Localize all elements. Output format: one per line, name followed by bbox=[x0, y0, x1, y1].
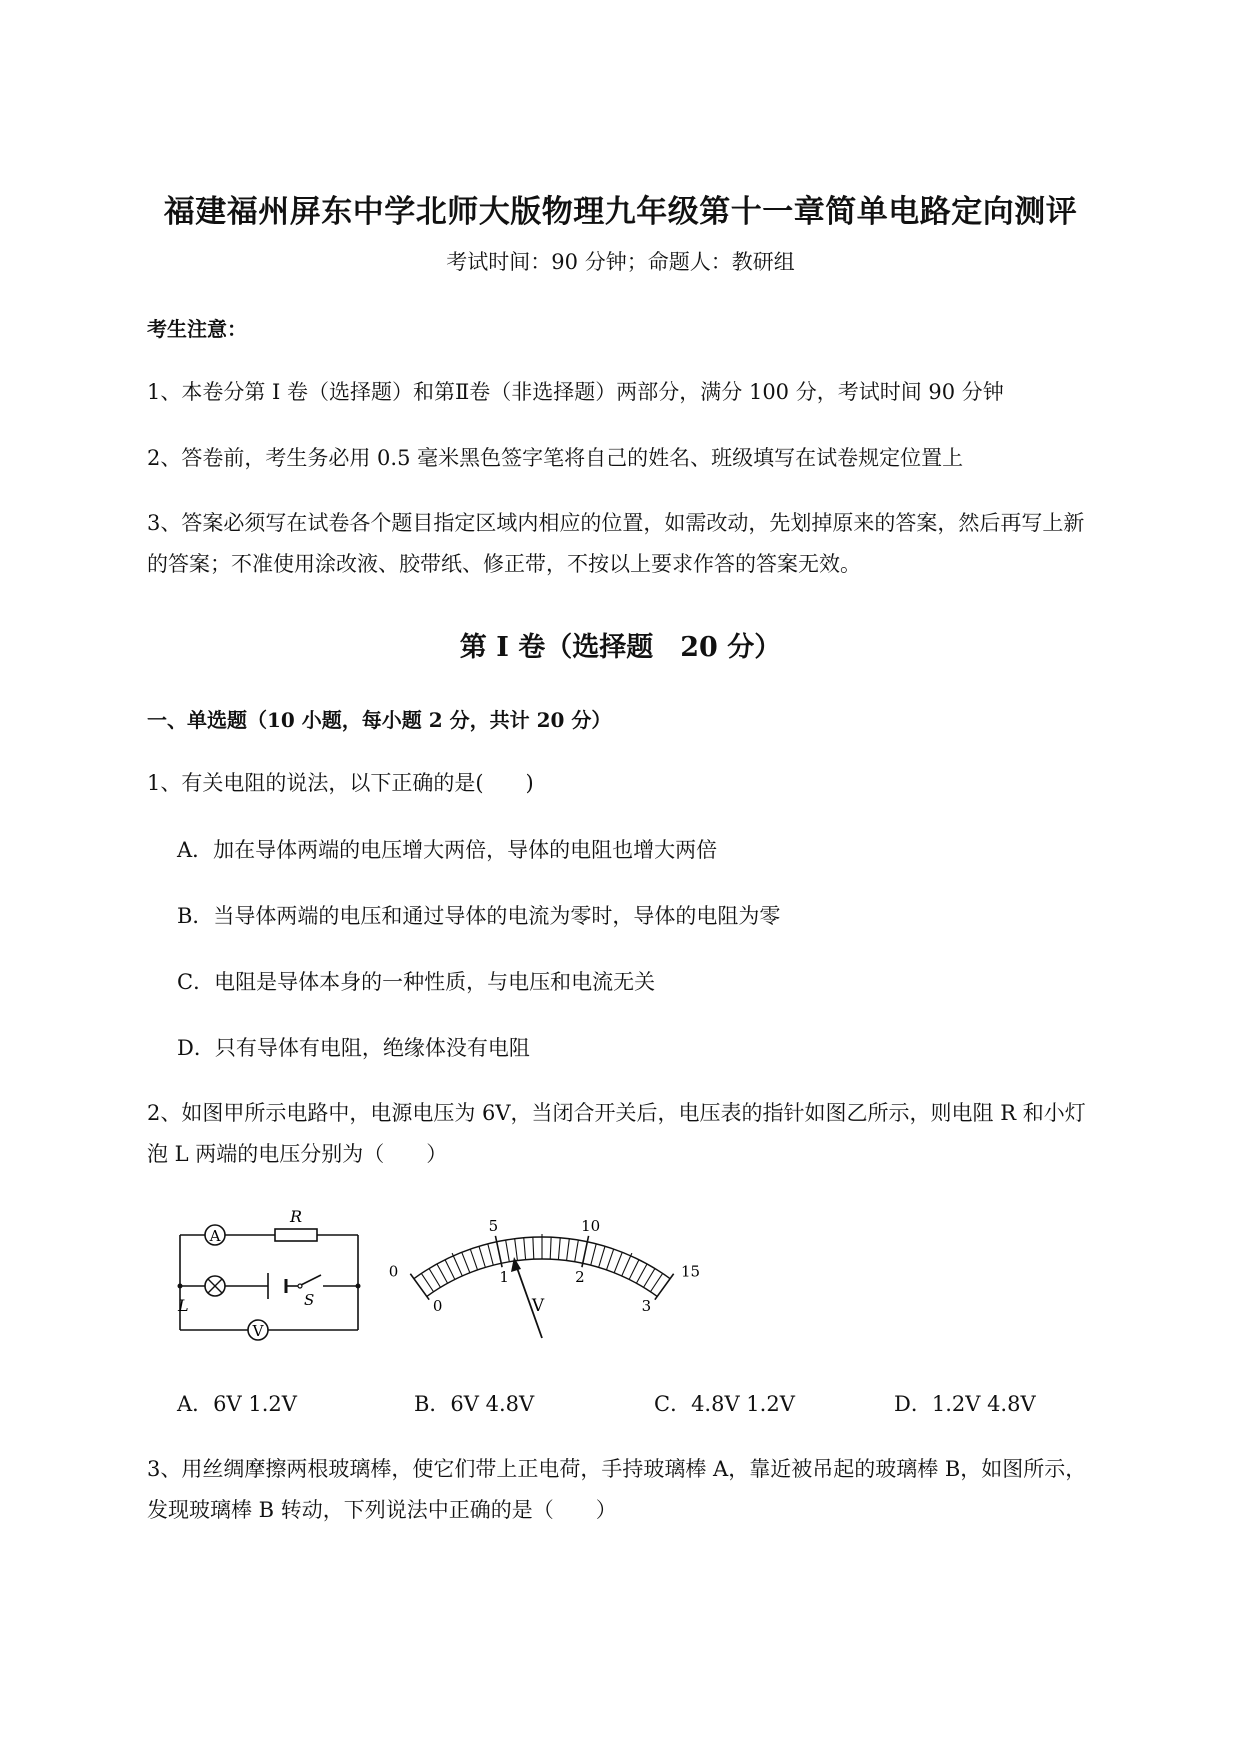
dial-tick bbox=[488, 1244, 493, 1265]
dial-tick bbox=[614, 1252, 622, 1272]
dial-tick bbox=[636, 1264, 647, 1283]
dial-tick bbox=[599, 1246, 605, 1267]
dial-tick bbox=[591, 1244, 596, 1265]
dial-scale bbox=[410, 1234, 673, 1300]
part-heading: 一、单选题（10 小题，每小题 2 分，共计 20 分） bbox=[147, 708, 612, 732]
dial-tick bbox=[655, 1274, 674, 1300]
dial-tick bbox=[622, 1253, 632, 1276]
dial-tick bbox=[506, 1240, 510, 1262]
dial-tick bbox=[567, 1239, 570, 1261]
dial-tick bbox=[550, 1237, 551, 1259]
dial-tick bbox=[410, 1274, 429, 1300]
question-2-option-b: B．6V 4.8V bbox=[414, 1392, 535, 1416]
dial-tick bbox=[462, 1252, 470, 1272]
switch-label: S bbox=[304, 1291, 315, 1309]
question-1-option-b: B．当导体两端的电压和通过导体的电流为零时，导体的电阻为零 bbox=[177, 904, 781, 928]
dial-tick bbox=[606, 1249, 613, 1270]
dial-tick bbox=[575, 1240, 579, 1262]
dial-tick bbox=[650, 1273, 662, 1291]
question-1-option-c: C．电阻是导体本身的一种性质，与电压和电流无关 bbox=[177, 970, 656, 994]
question-2-option-d: D．1.2V 4.8V bbox=[894, 1392, 1036, 1416]
dial-tick bbox=[452, 1253, 462, 1276]
page-title: 福建福州屏东中学北师大版物理九年级第十一章简单电路定向测评 bbox=[163, 194, 1078, 230]
voltmeter-symbol bbox=[248, 1320, 268, 1340]
exam-info: 考试时间：90 分钟；命题人：教研组 bbox=[446, 250, 795, 274]
question-2-option-c: C．4.8V 1.2V bbox=[654, 1392, 795, 1416]
question-2-option-a: A．6V 1.2V bbox=[177, 1392, 297, 1416]
section-title: 第 I 卷（选择题 20 分） bbox=[459, 632, 782, 663]
switch-symbol bbox=[298, 1275, 321, 1309]
question-1-option-d: D．只有导体有电阻，绝缘体没有电阻 bbox=[177, 1036, 530, 1060]
question-1-option-a: A．加在导体两端的电压增大两倍，导体的电阻也增大两倍 bbox=[177, 838, 718, 862]
notice-item: 1、本卷分第 I 卷（选择题）和第Ⅱ卷（非选择题）两部分，满分 100 分，考试时间 90 分钟 bbox=[147, 380, 1004, 404]
dial-tick bbox=[470, 1249, 477, 1270]
ammeter-label: A bbox=[209, 1227, 221, 1245]
voltmeter-dial bbox=[388, 1195, 701, 1345]
ammeter-symbol bbox=[205, 1225, 225, 1245]
lamp-symbol bbox=[177, 1276, 225, 1315]
circuit-diagram bbox=[170, 1205, 370, 1340]
inner-scale-label: 3 bbox=[641, 1296, 652, 1315]
notice-item: 的答案；不准使用涂改液、胶带纸、修正带，不按以上要求作答的答案无效。 bbox=[147, 552, 861, 576]
dial-unit-label: V bbox=[531, 1296, 545, 1316]
outer-scale-label: 0 bbox=[388, 1262, 399, 1281]
dial-tick bbox=[421, 1273, 433, 1291]
outer-scale-label: 15 bbox=[680, 1262, 701, 1281]
question-2-stem: 泡 L 两端的电压分别为（ ） bbox=[147, 1142, 448, 1166]
dial-tick bbox=[558, 1238, 560, 1260]
lamp-label: L bbox=[178, 1296, 189, 1315]
dial-tick bbox=[445, 1260, 455, 1280]
dial-tick bbox=[515, 1239, 518, 1261]
dial-tick bbox=[479, 1246, 485, 1267]
dial-tick bbox=[429, 1269, 440, 1288]
notice-heading: 考生注意： bbox=[147, 317, 247, 341]
resistor-label: R bbox=[289, 1207, 303, 1226]
dial-tick bbox=[437, 1264, 448, 1283]
outer-scale-label: 5 bbox=[488, 1217, 499, 1236]
dial-tick bbox=[533, 1237, 534, 1259]
outer-scale-label: 10 bbox=[581, 1217, 601, 1236]
dial-arc bbox=[427, 1259, 657, 1296]
resistor-symbol bbox=[275, 1207, 317, 1241]
voltmeter-label: V bbox=[252, 1322, 264, 1340]
inner-scale-label: 2 bbox=[575, 1267, 585, 1286]
dial-tick bbox=[644, 1269, 655, 1288]
dial-labels bbox=[389, 1217, 700, 1315]
inner-scale-label: 0 bbox=[432, 1296, 443, 1315]
question-3-stem: 发现玻璃棒 B 转动，下列说法中正确的是（ ） bbox=[147, 1498, 617, 1522]
dial-tick bbox=[524, 1238, 526, 1260]
battery-symbol bbox=[268, 1273, 286, 1299]
question-3-stem: 3、用丝绸摩擦两根玻璃棒，使它们带上正电荷，手持玻璃棒 A，靠近被吊起的玻璃棒 B，如图所示， bbox=[147, 1457, 1087, 1481]
inner-scale-label: 1 bbox=[499, 1267, 509, 1286]
dial-tick bbox=[629, 1260, 639, 1280]
question-2-stem: 2、如图甲所示电路中，电源电压为 6V，当闭合开关后，电压表的指针如图乙所示，则电阻 R 和小灯 bbox=[147, 1101, 1086, 1125]
notice-item: 3、答案必须写在试卷各个题目指定区域内相应的位置，如需改动，先划掉原来的答案，然后再写上新 bbox=[147, 511, 1085, 535]
notice-item: 2、答卷前，考生务必用 0.5 毫米黑色签字笔将自己的姓名、班级填写在试卷规定位置上 bbox=[147, 446, 964, 470]
question-1-stem: 1、有关电阻的说法，以下正确的是( ) bbox=[147, 771, 534, 795]
